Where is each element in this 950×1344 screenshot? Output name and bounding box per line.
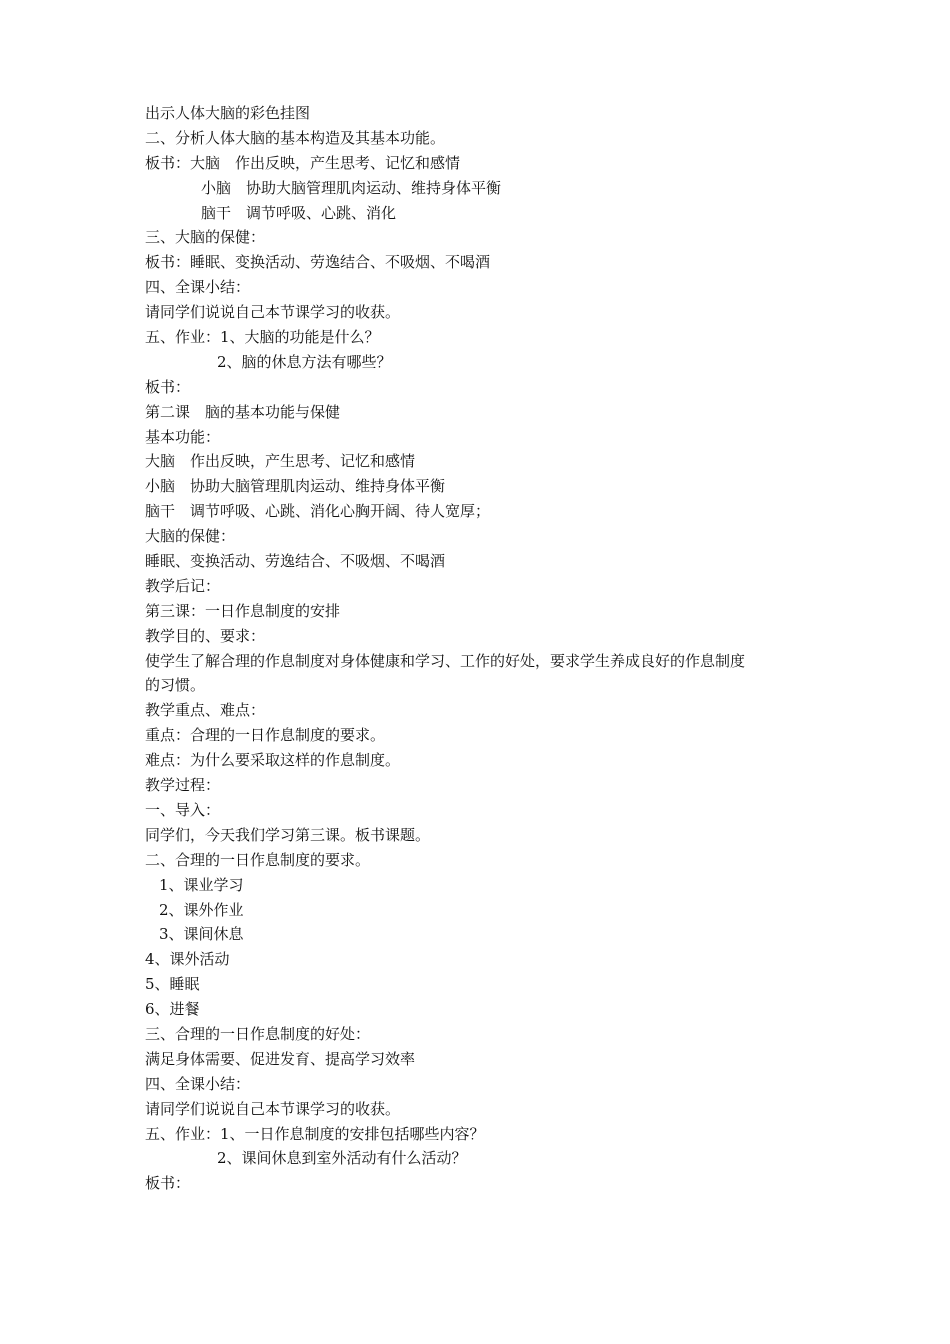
text-line: 请同学们说说自己本节课学习的收获。 (145, 303, 401, 322)
text-line: 第三课：一日作息制度的安排 (145, 601, 341, 620)
text-line: 1、课业学习 (159, 875, 244, 894)
text-line: 板书： (145, 377, 191, 396)
text-line: 三、合理的一日作息制度的好处： (145, 1024, 371, 1043)
text-line: 难点：为什么要采取这样的作息制度。 (145, 751, 401, 770)
text-line: 同学们，今天我们学习第三课。板书课题。 (145, 825, 431, 844)
text-line: 板书：大脑 作出反映，产生思考、记忆和感情 (145, 153, 461, 172)
text-line: 板书：睡眠、变换活动、劳逸结合、不吸烟、不喝酒 (145, 253, 491, 272)
text-line: 睡眠、变换活动、劳逸结合、不吸烟、不喝酒 (145, 552, 446, 571)
text-line: 五、作业：1、大脑的功能是什么？ (145, 328, 380, 347)
text-line: 板书： (145, 1174, 191, 1193)
text-line: 小脑 协助大脑管理肌肉运动、维持身体平衡 (201, 178, 502, 197)
text-line: 出示人体大脑的彩色挂图 (145, 104, 311, 122)
text-line: 小脑 协助大脑管理肌肉运动、维持身体平衡 (145, 477, 446, 496)
text-line: 二、分析人体大脑的基本构造及其基本功能。 (145, 128, 446, 147)
text-line: 脑干 调节呼吸、心跳、消化心胸开阔、待人宽厚； (145, 502, 491, 521)
text-line: 四、全课小结： (145, 1074, 251, 1093)
text-line: 三、大脑的保健： (145, 228, 266, 247)
text-line: 教学过程： (145, 776, 221, 795)
text-line: 第二课 脑的基本功能与保健 (145, 402, 341, 421)
text-line: 二、合理的一日作息制度的要求。 (145, 850, 371, 869)
text-line: 教学重点、难点： (145, 701, 266, 720)
text-line: 2、课外作业 (159, 900, 244, 919)
text-line: 重点：合理的一日作息制度的要求。 (145, 726, 386, 745)
text-line: 的习惯。 (145, 676, 206, 695)
text-line: 4、课外活动 (145, 950, 230, 969)
text-line: 请同学们说说自己本节课学习的收获。 (145, 1099, 401, 1118)
text-line: 基本功能： (145, 427, 221, 446)
text-line: 大脑的保健： (145, 527, 236, 546)
text-line: 一、导入： (145, 800, 221, 819)
text-line: 2、脑的休息方法有哪些？ (217, 352, 392, 371)
text-line: 6、进餐 (145, 1000, 200, 1019)
text-line: 3、课间休息 (159, 925, 244, 944)
text-line: 2、课间休息到室外活动有什么活动？ (217, 1149, 467, 1168)
text-line: 教学后记： (145, 576, 221, 595)
document-body (145, 101, 825, 1196)
text-line: 五、作业：1、一日作息制度的安排包括哪些内容？ (145, 1124, 485, 1143)
text-line: 使学生了解合理的作息制度对身体健康和学习、工作的好处，要求学生养成良好的作息制度 (145, 651, 746, 670)
text-line: 5、睡眠 (145, 975, 200, 994)
text-line: 四、全课小结： (145, 278, 251, 297)
text-line: 满足身体需要、促进发育、提高学习效率 (145, 1049, 416, 1068)
text-line: 教学目的、要求： (145, 626, 266, 645)
text-line: 大脑 作出反映，产生思考、记忆和感情 (145, 452, 416, 471)
text-line: 脑干 调节呼吸、心跳、消化 (201, 203, 397, 222)
